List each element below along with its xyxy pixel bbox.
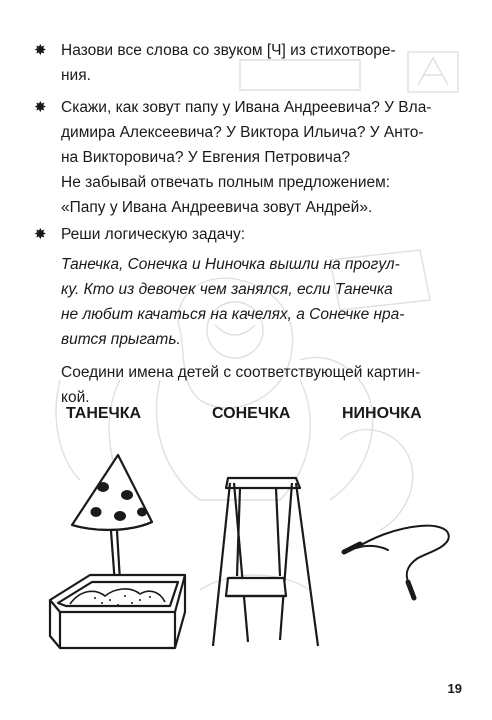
task-3-italic-line: не любит качаться на качелях, а Сонечке нра- xyxy=(61,306,405,323)
names-row xyxy=(0,405,492,429)
task-1-line: Назови все слова со звуком [Ч] из стихотворе- xyxy=(61,42,396,59)
star-bullet-icon: ✸ xyxy=(34,226,47,243)
task-3 xyxy=(34,222,464,410)
task-3-italic-line: ку. Кто из девочек чем занялся, если Танечка xyxy=(61,281,393,298)
task-2-line: «Папу у Ивана Андреевича зовут Андрей». xyxy=(61,199,373,216)
name-sonechka[interactable]: СОНЕЧКА xyxy=(212,405,291,422)
task-3-line: Реши логическую задачу: xyxy=(61,226,246,243)
task-2-line: на Викторовича? У Евгения Петровича? xyxy=(61,149,351,166)
sandbox-icon[interactable] xyxy=(50,455,185,648)
task-1 xyxy=(34,38,464,88)
swing-icon[interactable] xyxy=(213,478,318,646)
task-3-italic-line: вится прыгать. xyxy=(61,331,181,348)
task-2-line: димира Алексеевича? У Виктора Ильича? У Анто- xyxy=(61,124,424,141)
task-3-italic-line: Танечка, Сонечка и Ниночка вышли на прогул- xyxy=(61,256,400,273)
task-3-line: Соедини имена детей с соответствующей картин- xyxy=(61,364,421,381)
jump-rope-icon[interactable] xyxy=(344,526,449,598)
name-tanechka[interactable]: ТАНЕЧКА xyxy=(66,405,142,422)
star-bullet-icon: ✸ xyxy=(34,99,47,116)
task-2 xyxy=(34,95,464,220)
task-2-line: Не забывай отвечать полным предложением: xyxy=(61,174,391,191)
pictures-row xyxy=(0,440,492,660)
page-number: 19 xyxy=(447,681,462,696)
task-2-line: Скажи, как зовут папу у Ивана Андреевича? У Вла- xyxy=(61,99,432,116)
task-1-line: ния. xyxy=(61,67,91,84)
name-ninochka[interactable]: НИНОЧКА xyxy=(342,405,422,422)
star-bullet-icon: ✸ xyxy=(34,42,47,59)
task-3-line: кой. xyxy=(61,389,90,406)
